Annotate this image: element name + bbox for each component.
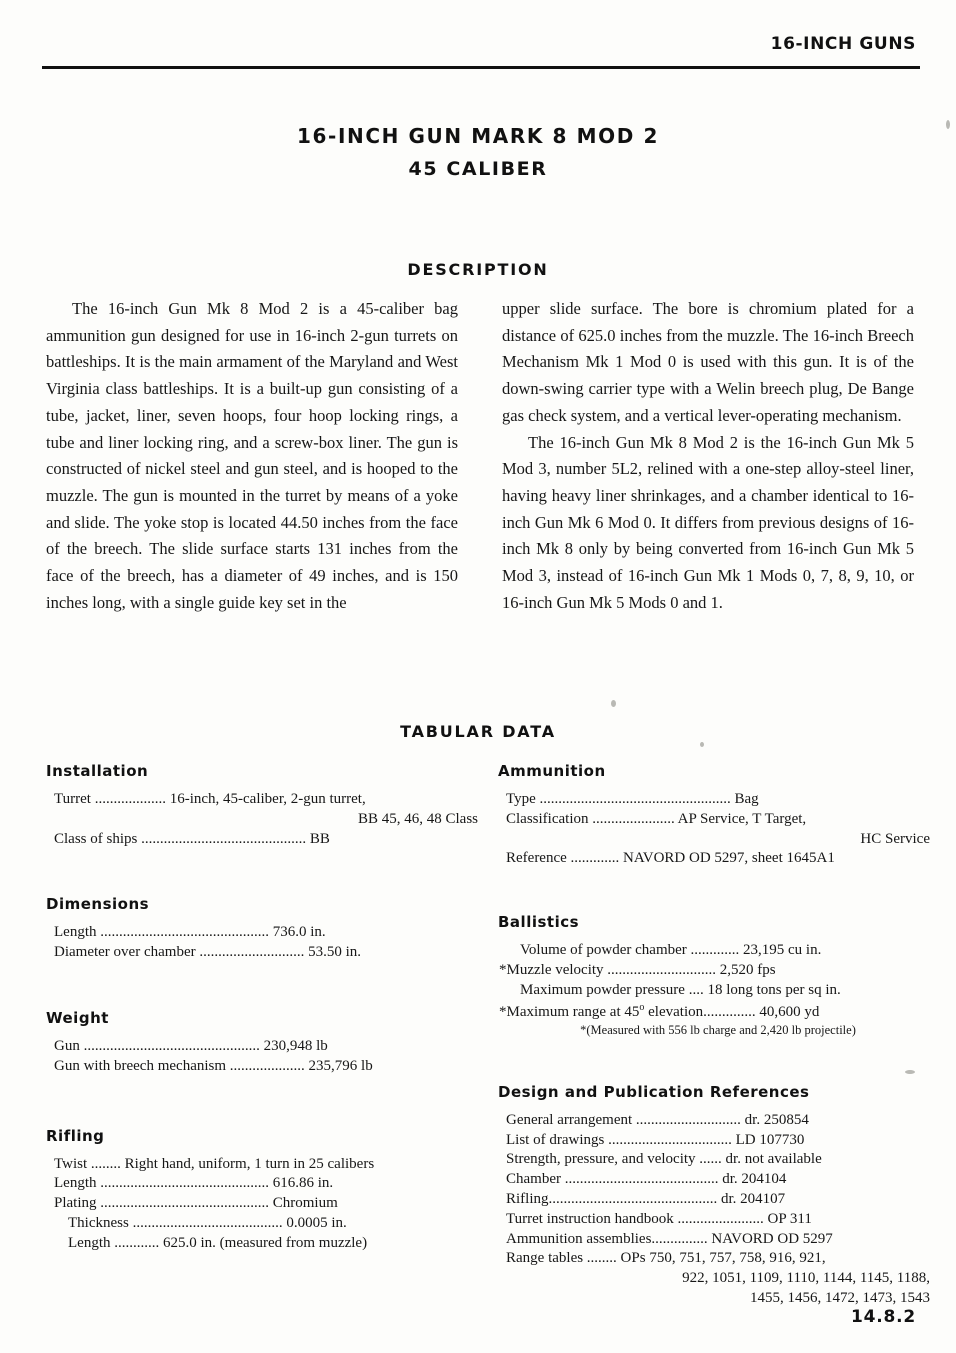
section-heading-tabular-data: TABULAR DATA [400, 722, 556, 741]
tabular-data-body [46, 762, 930, 1335]
group-ammunition [498, 762, 930, 869]
data-row: Plating ............................................. Chromium [54, 1195, 338, 1212]
group-rows [46, 923, 478, 963]
running-head: 16-INCH GUNS [770, 34, 916, 54]
group-ballistics [498, 913, 930, 1039]
data-row: *Maximum range at 45$^o$ elevation.............. 40,600 yd [499, 1001, 820, 1020]
data-row: Length ............................................. 616.86 in. [54, 1175, 334, 1192]
data-row: Reference ............. NAVORD OD 5297, sheet 1645A1 [506, 850, 835, 867]
data-row: Length ............ 625.0 in. (measured from muzzle) [68, 1234, 368, 1251]
group-rows [498, 941, 930, 1039]
group-installation [46, 762, 478, 849]
data-row: General arrangement ............................ dr. 250854 [506, 1111, 809, 1128]
data-row: Volume of powder chamber ............. 23,195 cu in. [520, 942, 822, 959]
tabular-column-right [488, 762, 930, 1335]
group-rows [46, 1037, 478, 1077]
group-rows [498, 790, 930, 869]
description-paragraph: The 16-inch Gun Mk 8 Mod 2 is a 45-caliber bag ammunition gun designed for use in 16-inch 2-gun turrets on battleships. It is the main armament of the Maryland and West Virginia class battleships. It is a built-up gun consisting of a tube, jacket, liner, seven hoops, four hoop locking rings, a tube and liner locking ring, and a screw-box liner. The gun is constructed of nickel steel and gun steel, and is hooped to the muzzle. The gun is mounted in the turret by means of a yoke and slide. The yoke stop is located 44.50 inches from the face of the breech. The slide surface starts 131 inches from the face of the breech, has a diameter of 49 inches, and is 150 inches long, with a single guide key set in the [46, 299, 458, 612]
description-body [46, 296, 914, 617]
scan-speck [611, 700, 616, 707]
ballistics-footnote: *(Measured with 556 lb charge and 2,420 lb projectile) [580, 1023, 856, 1038]
data-row: 1455, 1456, 1472, 1473, 1543 [750, 1290, 930, 1307]
asterisk-marker: * [499, 1003, 507, 1020]
data-row: Classification ...................... AP Service, T Target, [506, 810, 807, 827]
description-column-right [502, 296, 914, 617]
data-row: Gun ............................................... 230,948 lb [54, 1037, 328, 1054]
group-rifling [46, 1127, 478, 1254]
data-row: Maximum powder pressure .... 18 long tons per sq in. [520, 981, 841, 998]
data-row: Type ................................................... Bag [506, 791, 759, 807]
group-weight [46, 1009, 478, 1077]
tabular-column-left [46, 762, 478, 1335]
page-subtitle: 45 CALIBER [408, 158, 548, 180]
group-title: Weight [46, 1008, 109, 1027]
group-title: Ballistics [498, 913, 580, 932]
data-row: Gun with breech mechanism .................... 235,796 lb [54, 1057, 373, 1074]
group-title: Dimensions [46, 895, 150, 914]
data-row: Class of ships ............................................ BB [54, 830, 330, 847]
data-row: Turret ................... 16-inch, 45-caliber, 2-gun turret, [54, 791, 366, 807]
data-row: Twist ........ Right hand, uniform, 1 turn in 25 calibers [54, 1155, 375, 1172]
scan-speck [700, 742, 704, 747]
data-row: Diameter over chamber ............................ 53.50 in. [54, 944, 362, 961]
data-row: HC Service [860, 830, 930, 847]
data-row: Thickness ........................................ 0.0005 in. [68, 1214, 347, 1231]
section-heading-description: DESCRIPTION [407, 260, 549, 279]
group-title: Ammunition [498, 762, 606, 780]
group-design-publication-references [498, 1083, 930, 1309]
data-row: 922, 1051, 1109, 1110, 1144, 1145, 1188, [682, 1270, 930, 1287]
data-row: Ammunition assemblies............... NAVORD OD 5297 [506, 1230, 833, 1247]
group-rows [498, 1111, 930, 1309]
data-row: Range tables ........ OPs 750, 751, 757, 758, 916, 921, [506, 1250, 826, 1267]
group-title: Installation [46, 762, 149, 780]
data-row: Length ............................................. 736.0 in. [54, 924, 326, 941]
header-rule [42, 66, 920, 69]
data-row: BB 45, 46, 48 Class [357, 810, 478, 827]
data-row: Strength, pressure, and velocity ...... dr. not available [506, 1151, 822, 1168]
data-row: List of drawings ................................. LD 107730 [506, 1131, 805, 1148]
group-title: Rifling [46, 1126, 105, 1145]
degree-superscript: o [639, 1001, 645, 1013]
group-rows [46, 1155, 478, 1254]
group-title: Design and Publication References [498, 1082, 810, 1101]
description-paragraph: The 16-inch Gun Mk 8 Mod 2 is the 16-inch Gun Mk 5 Mod 3, number 5L2, relined with a one-step alloy-steel liner, having heavy liner shrinkages, and a chamber identical to 16-inch Gun Mk 6 Mod 0. It differs from previous designs of 16-inch Mk 8 only by being converted from 16-inch Gun Mk 5 Mod 3, instead of 16-inch Gun Mk 1 Mods 0, 7, 8, 9, 10, or 16-inch Gun Mk 5 Mods 0 and 1. [502, 432, 914, 612]
group-rows [46, 790, 478, 849]
data-row: *Muzzle velocity ............................. 2,520 fps [499, 961, 776, 978]
description-column-left [46, 296, 458, 617]
scan-speck [946, 120, 950, 129]
description-paragraph: upper slide surface. The bore is chromium plated for a distance of 625.0 inches from the muzzle. The 16-inch Breech Mechanism Mk 1 Mod 0 is used with this gun. It is of the down-swing carrier type with a Welin breech plug, De Bange gas check system, and a vertical lever-operating mechanism. [502, 299, 914, 425]
data-row: Rifling............................................. dr. 204107 [506, 1191, 786, 1208]
data-row: Turret instruction handbook ....................... OP 311 [506, 1210, 812, 1227]
page-title: 16-INCH GUN MARK 8 MOD 2 [297, 124, 659, 148]
asterisk-marker: * [499, 961, 507, 978]
scan-speck [905, 1070, 915, 1074]
data-row: Chamber ......................................... dr. 204104 [506, 1171, 787, 1188]
group-dimensions [46, 895, 478, 963]
page-number: 14.8.2 [850, 1307, 916, 1327]
